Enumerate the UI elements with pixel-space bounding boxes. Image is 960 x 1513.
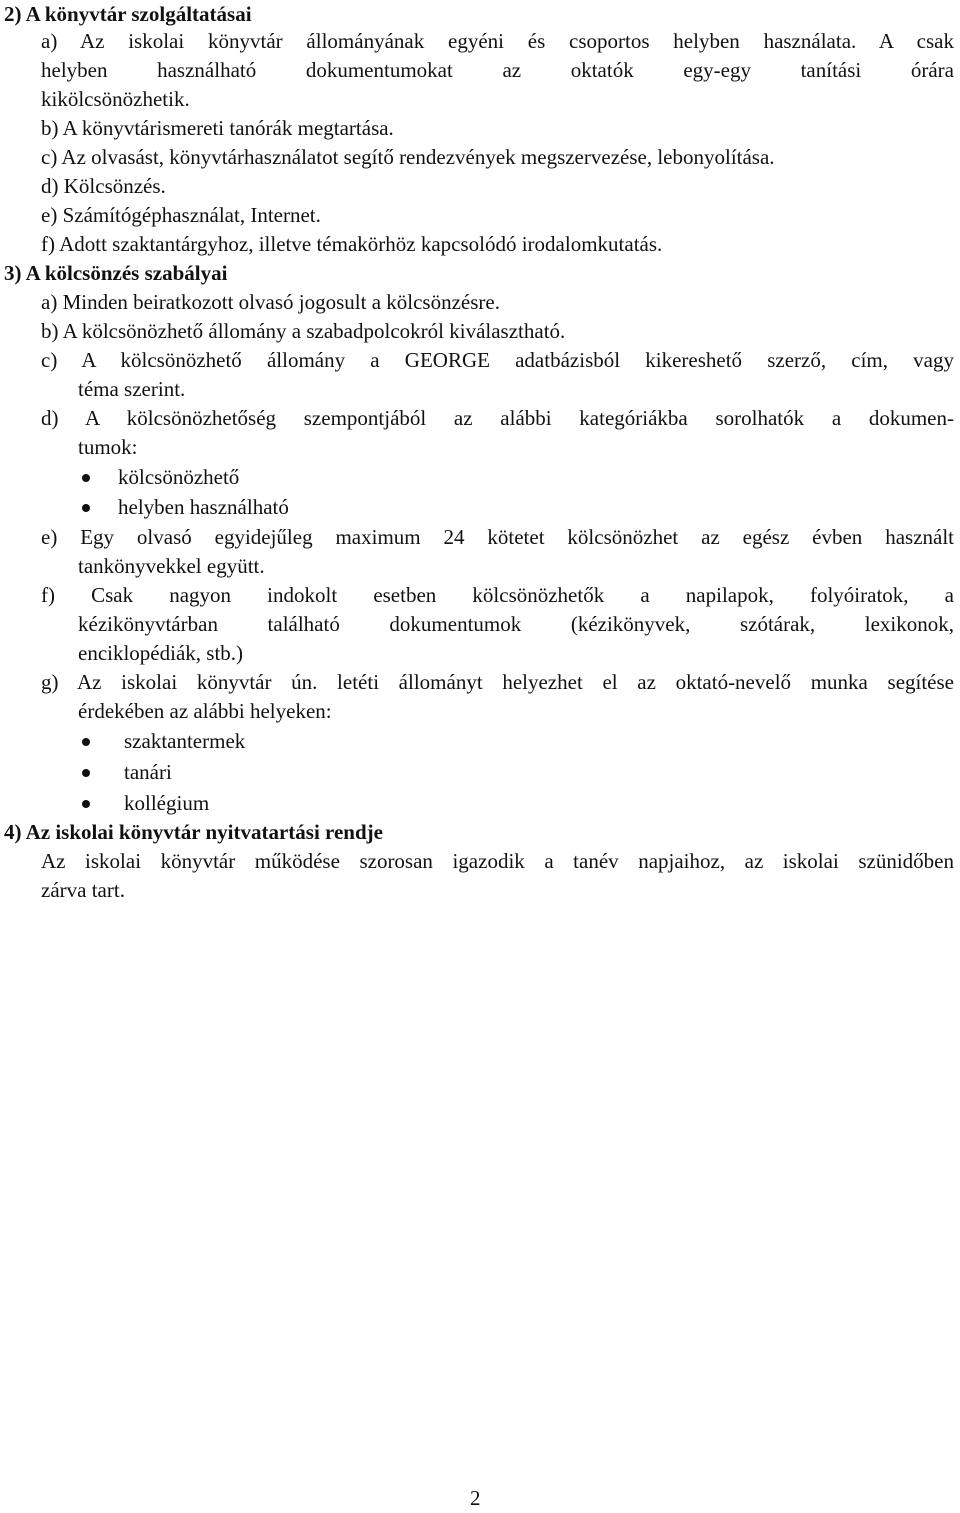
- s3-item-e-line-2: tankönyvekkel együtt.: [78, 554, 265, 578]
- s2-item-a-line-3: kikölcsönözhetik.: [41, 87, 190, 111]
- s2-item-c: c) Az olvasást, könyvtárhasználatot segítő rendezvények megszervezése, lebonyolítása.: [41, 145, 775, 169]
- s2-item-a-line-1: a) Az iskolai könyvtár állományának egyéni és csoportos helyben használata. A csak: [41, 29, 954, 53]
- section-heading-4: 4) Az iskolai könyvtár nyitvatartási rendje: [4, 820, 383, 844]
- bullet-icon: [82, 504, 90, 512]
- bullet-icon: [82, 769, 90, 777]
- s3-item-f-line-2: kézikönyvtárban található dokumentumok (kézikönyvek, szótárak, lexikonok,: [78, 612, 954, 636]
- s3-item-g-line-1: g) Az iskolai könyvtár ún. letéti állományt helyezhet el az oktató-nevelő munka segítése: [41, 670, 954, 694]
- s3-item-c-line-2: téma szerint.: [78, 377, 186, 401]
- s3-item-a: a) Minden beiratkozott olvasó jogosult a kölcsönzésre.: [41, 290, 500, 314]
- page-number: 2: [470, 1486, 481, 1510]
- s3-item-e-line-1: e) Egy olvasó egyidejűleg maximum 24 kötetet kölcsönözhet az egész évben használt: [41, 525, 954, 549]
- s3-item-d-line-2: tumok:: [78, 435, 138, 459]
- s2-item-e: e) Számítógéphasználat, Internet.: [41, 203, 321, 227]
- s3-d-bullet-1: kölcsönözhető: [118, 465, 240, 489]
- section-heading-3: 3) A kölcsönzés szabályai: [4, 261, 228, 285]
- s4-body-line-2: zárva tart.: [41, 878, 125, 902]
- s3-item-d-line-1: d) A kölcsönözhetőség szempontjából az alábbi kategóriákba sorolhatók a dokumen-: [41, 406, 954, 430]
- s2-item-b: b) A könyvtárismereti tanórák megtartása.: [41, 116, 394, 140]
- s2-item-d: d) Kölcsönzés.: [41, 174, 166, 198]
- bullet-icon: [82, 800, 90, 808]
- bullet-icon: [82, 738, 90, 746]
- s3-d-bullet-2: helyben használható: [118, 495, 289, 519]
- section-heading-2: 2) A könyvtár szolgáltatásai: [4, 2, 252, 26]
- s2-item-f: f) Adott szaktantárgyhoz, illetve témakörhöz kapcsolódó irodalomkutatás.: [41, 232, 663, 256]
- s3-g-bullet-3: kollégium: [124, 791, 210, 815]
- s3-item-b: b) A kölcsönözhető állomány a szabadpolcokról kiválasztható.: [41, 319, 566, 343]
- s3-g-bullet-2: tanári: [124, 760, 172, 784]
- s3-item-c-line-1: c) A kölcsönözhető állomány a GEORGE adatbázisból kikereshető szerző, cím, vagy: [41, 348, 954, 372]
- s3-g-bullet-1: szaktantermek: [124, 729, 246, 753]
- s3-item-g-line-2: érdekében az alábbi helyeken:: [78, 699, 332, 723]
- s4-body-line-1: Az iskolai könyvtár működése szorosan igazodik a tanév napjaihoz, az iskolai szünidőben: [41, 849, 954, 873]
- bullet-icon: [82, 474, 90, 482]
- s3-item-f-line-1: f) Csak nagyon indokolt esetben kölcsönözhetők a napilapok, folyóiratok, a: [41, 583, 954, 607]
- s2-item-a-line-2: helyben használható dokumentumokat az oktatók egy-egy tanítási órára: [41, 58, 954, 82]
- s3-item-f-line-3: enciklopédiák, stb.): [78, 641, 244, 665]
